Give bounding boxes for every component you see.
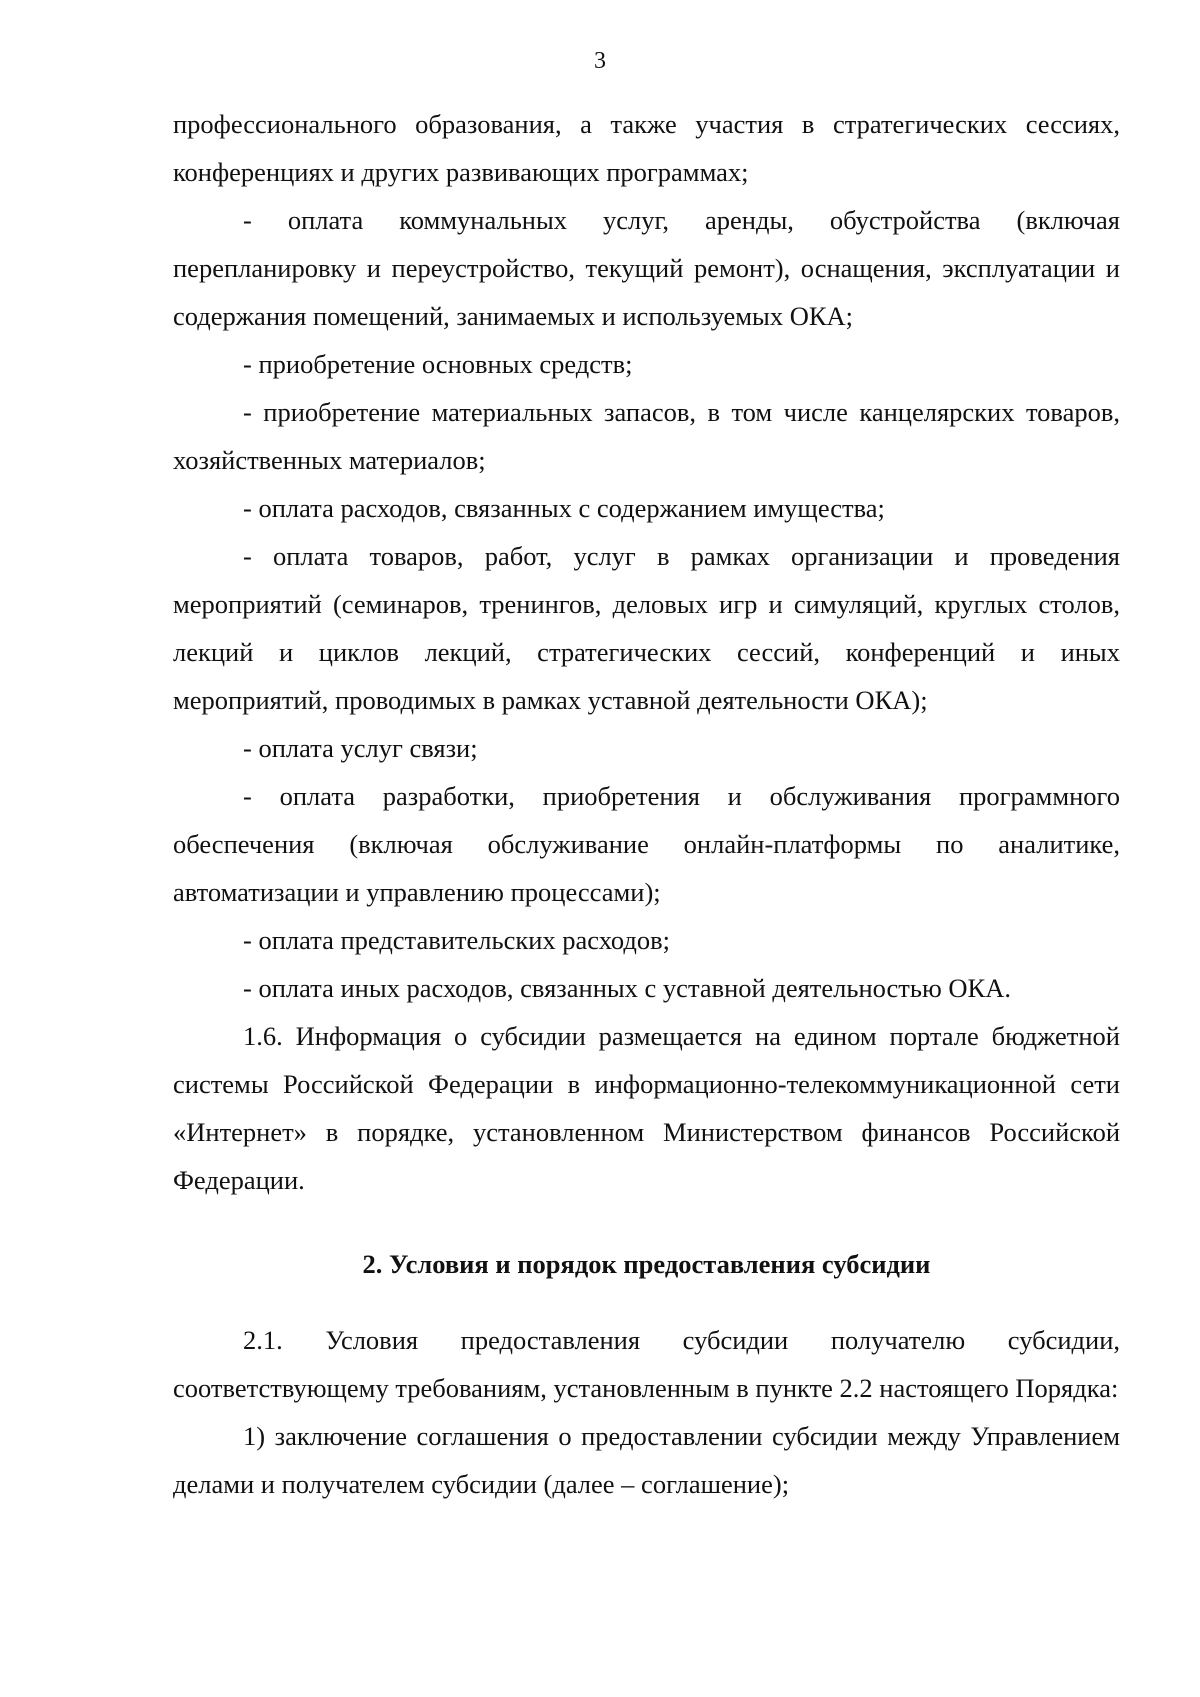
paragraph-continuation: профессионального образования, а также участия в стратегических сессиях, конференциях и других развивающих программах;: [173, 109, 1120, 187]
document-body: [173, 100, 1120, 1508]
clause-1-6: 1.6. Информация о субсидии размещается на едином портале бюджетной системы Российской Федерации в информационно-телекоммуникационной сети «Интернет» в порядке, установленном Министерством финансов Российской Федерации.: [173, 1021, 1120, 1195]
list-item-fixed-assets: - приобретение основных средств;: [243, 349, 633, 379]
list-item-property-expenses: - оплата расходов, связанных с содержанием имущества;: [243, 493, 885, 523]
list-item-utilities: - оплата коммунальных услуг, аренды, обустройства (включая перепланировку и переустройство, текущий ремонт), оснащения, эксплуатации и содержания помещений, занимаемых и используемых ОКА;: [173, 205, 1120, 331]
list-item-materials: - приобретение материальных запасов, в том числе канцелярских товаров, хозяйственных материалов;: [173, 397, 1120, 475]
list-item-other-expenses: - оплата иных расходов, связанных с уставной деятельностью ОКА.: [243, 973, 1011, 1003]
list-item-communication: - оплата услуг связи;: [243, 733, 478, 763]
clause-2-1-item-1: 1) заключение соглашения о предоставлении субсидии между Управлением делами и получателем субсидии (далее – соглашение);: [173, 1421, 1120, 1499]
clause-2-1: 2.1. Условия предоставления субсидии получателю субсидии, соответствующему требованиям, установленным в пункте 2.2 настоящего Порядка:: [173, 1325, 1120, 1403]
section-heading: 2. Условия и порядок предоставления субсидии: [362, 1249, 931, 1279]
page-number: 3: [594, 48, 606, 74]
list-item-representation: - оплата представительских расходов;: [243, 925, 671, 955]
list-item-software: - оплата разработки, приобретения и обслуживания программного обеспечения (включая обслуживание онлайн-платформы по аналитике, автоматизации и управлению процессами);: [173, 781, 1120, 907]
list-item-events: - оплата товаров, работ, услуг в рамках организации и проведения мероприятий (семинаров, тренингов, деловых игр и симуляций, круглых столов, лекций и циклов лекций, стратегических сессий, конференций и иных мероприятий, проводимых в рамках уставной деятельности ОКА);: [173, 541, 1120, 715]
